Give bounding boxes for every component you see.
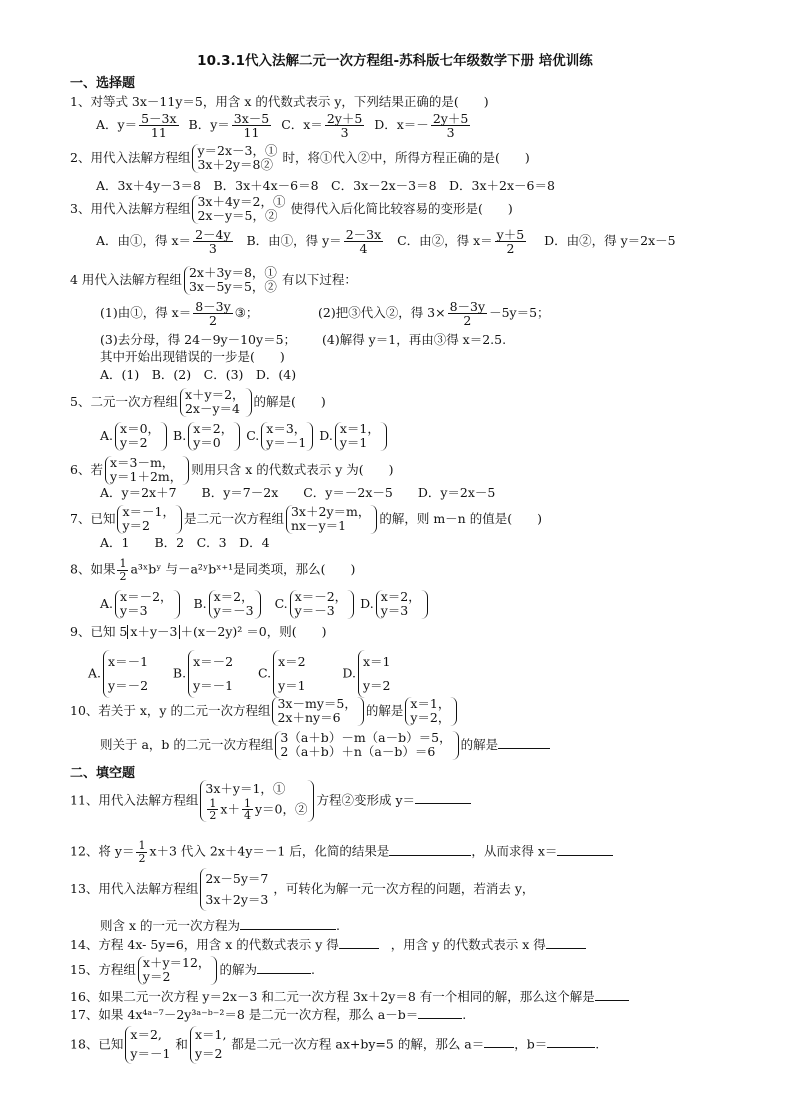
q3-c-fraction: $\frac{y+5}{2}$ <box>496 227 525 257</box>
q2-stem: 2、用代入法解方程组 y＝2x－3，① 3x＋2y＝8② 时，将①代入②中，所得方程正确的是( ) <box>70 143 530 173</box>
q14-blank-1[interactable] <box>339 937 379 949</box>
q9-absolute-value: x＋y－3 <box>127 625 180 639</box>
q7-options: A．1 B．2 C．3 D．4 <box>100 535 270 550</box>
q12-blank-2[interactable] <box>557 844 613 856</box>
q1-c-label: C．x＝ <box>281 117 323 133</box>
q1-b-label: B．y＝ <box>188 117 230 133</box>
q1-d-label: D．x＝－ <box>374 117 429 133</box>
q16-answer-blank[interactable] <box>595 989 629 1001</box>
q11-answer-blank[interactable] <box>415 792 471 804</box>
q4-system: 2x＋3y＝8，① 3x－5y＝5，② <box>184 266 280 295</box>
q10-line-2: 则关于 a，b 的二元一次方程组 3（a＋b）－m（a－b）＝5， 2（a＋b）＋n（a－b）＝6 的解是 <box>100 731 550 760</box>
q4-step-2: (2)把③代入②，得 3× $\frac{8-3y}{2}$ －5y＝5； <box>318 299 550 329</box>
q13-answer-blank[interactable] <box>240 918 336 930</box>
q18-blank-a[interactable] <box>484 1036 514 1048</box>
q2-system: y＝2x－3，① 3x＋2y＝8② <box>192 144 280 173</box>
q6-options: A．y＝2x＋7 B．y＝7－2x C．y＝－2x－5 D．y＝2x－5 <box>100 485 496 500</box>
q1-b-fraction: $\frac{3x-5}{11}$ <box>233 111 270 141</box>
q1-a-label: A．y＝ <box>96 117 138 133</box>
q4-step-3: (3)去分母，得 24－9y－10y＝5； <box>100 332 297 347</box>
section-fill-heading: 二、填空题 <box>70 766 136 781</box>
q16-stem: 16、如果二元一次方程 y＝2x－3 和二元一次方程 3x＋2y＝8 有一个相同的解，那么这个解是 <box>70 989 629 1004</box>
q14-blank-2[interactable] <box>546 937 586 949</box>
q1-options <box>96 112 472 139</box>
q15-stem: 15、方程组 x＋y＝12， y＝2 的解为 . <box>70 955 315 985</box>
q1-c-fraction: $\frac{2y+5}{3}$ <box>326 111 363 141</box>
section-choice-heading: 一、选择题 <box>70 76 136 91</box>
q15-answer-blank[interactable] <box>257 962 311 974</box>
q10-stem: 10、若关于 x，y 的二元一次方程组 3x－my＝5， 2x＋ny＝6 的解是 x＝1， y＝2， <box>70 697 459 726</box>
q7-stem: 7、已知 x＝－1， y＝2 是二元一次方程组 3x＋2y＝m， nx－y＝1 的解，则 m－n 的值是( ) <box>70 504 542 534</box>
q4-step-1: (1)由①，得 x＝ $\frac{8-3y}{2}$ ③； <box>100 299 259 329</box>
q5-stem: 5、二元一次方程组 x＋y＝2， 2x－y＝4 的解是( ) <box>70 387 326 417</box>
q6-stem: 6、若 x＝3－m， y＝1＋2m， 则用只含 x 的代数式表示 y 为( ) <box>70 455 394 485</box>
q13-line-2: 则含 x 的一元一次方程为 . <box>100 918 340 933</box>
q3-options: A．由①，得 x＝ $\frac{2-4y}{3}$ B．由①，得 y＝ $\frac{2-3x}{4}$ C．由②，得 x＝ $\frac{y+5}{2}$ D．由②，得 y＝2x－5 <box>96 227 676 257</box>
q1-a-fraction: $\frac{5-3x}{11}$ <box>141 111 177 141</box>
q4-stem: 4 用代入法解方程组 2x＋3y＝8，① 3x－5y＝5，② 有以下过程： <box>70 265 357 295</box>
q4-options: A．(1) B．(2) C．(3) D．(4) <box>100 367 297 382</box>
q11-stem: 11、用代入法解方程组 3x＋y＝1，① $\frac{1}{2}$ x＋ $\frac{1}{4}$ y＝0，② 方程②变形成 y＝ <box>70 780 471 822</box>
q1-d-fraction: $\frac{2y+5}{3}$ <box>432 111 469 141</box>
q5-options: A. x＝0， y＝2 B. x＝2， y＝0 C. x＝3， y＝－1 D. x＝1， y＝1 <box>100 422 389 451</box>
q8-options: A. x＝－2， y＝3 B. x＝2， y＝－3 C. x＝－2， y＝－3 D. x＝2， y＝3 <box>100 590 430 619</box>
q3-a-fraction: $\frac{2-4y}{3}$ <box>195 227 231 257</box>
q18-stem: 18、已知 x＝2, y＝－1 和 x＝1, y＝2 都是二元一次方程 ax+by=5 的解，那么 a＝ ，b＝ . <box>70 1026 599 1064</box>
q2-options: A．3x＋4y－3＝8 B．3x＋4x－6＝8 C．3x－2x－3＝8 D．3x＋2x－6＝8 <box>96 178 555 193</box>
q4-step-4: (4)解得 y＝1，再由③得 x＝2.5. <box>322 332 507 347</box>
q12-blank-1[interactable] <box>389 844 471 856</box>
q13-stem: 13、用代入法解方程组 2x－5y＝7 3x＋2y＝3 ，可转化为解一元一次方程的问题，若消去 y， <box>70 868 534 911</box>
q3-stem: 3、用代入法解方程组 3x＋4y＝2，① 2x－y＝5，② 使得代入后化简比较容易的变形是( ) <box>70 194 513 224</box>
page-title: 10.3.1代入法解二元一次方程组-苏科版七年级数学下册 培优训练 <box>197 53 593 69</box>
q4-ask: 其中开始出现错误的一步是( ) <box>100 349 285 364</box>
q12-stem: 12、将 y＝ $\frac{1}{2}$ x＋3 代入 2x＋4y＝－1 后，化简的结果是 ，从而求得 x＝ <box>70 840 613 864</box>
q1-stem: 1、对等式 3x－11y＝5，用含 x 的代数式表示 y，下列结果正确的是( ) <box>70 94 489 109</box>
q14-stem: 14、方程 4x- 5y=6，用含 x 的代数式表示 y 得 ，用含 y 的代数式表示 x 得 <box>70 937 586 952</box>
q5-system: x＋y＝2， 2x－y＝4 <box>180 388 252 417</box>
q8-stem: 8、如果 $\frac{1}{2}$ a³ˣbʸ 与－a²ʸbˣ⁺¹是同类项，那么( ) <box>70 557 356 583</box>
q17-stem: 17、如果 4x⁴ᵃ⁻⁷－2y³ᵃ⁻ᵇ⁻²＝8 是二元一次方程，那么 a－b＝ . <box>70 1007 467 1022</box>
q10-answer-blank[interactable] <box>498 737 550 749</box>
q3-b-fraction: $\frac{2-3x}{4}$ <box>345 227 382 257</box>
q9-options: A. x＝－1 y＝－2 B. x＝－2 y＝－1 C. x＝2 y＝1 D. x＝1 y＝2 <box>88 650 395 698</box>
q9-stem: 9、已知 5 x＋y－3 ＋(x－2y)² ＝0，则( ) <box>70 624 327 639</box>
q17-answer-blank[interactable] <box>418 1007 462 1019</box>
q3-system: 3x＋4y＝2，① 2x－y＝5，② <box>192 195 288 224</box>
q18-blank-b[interactable] <box>547 1036 595 1048</box>
